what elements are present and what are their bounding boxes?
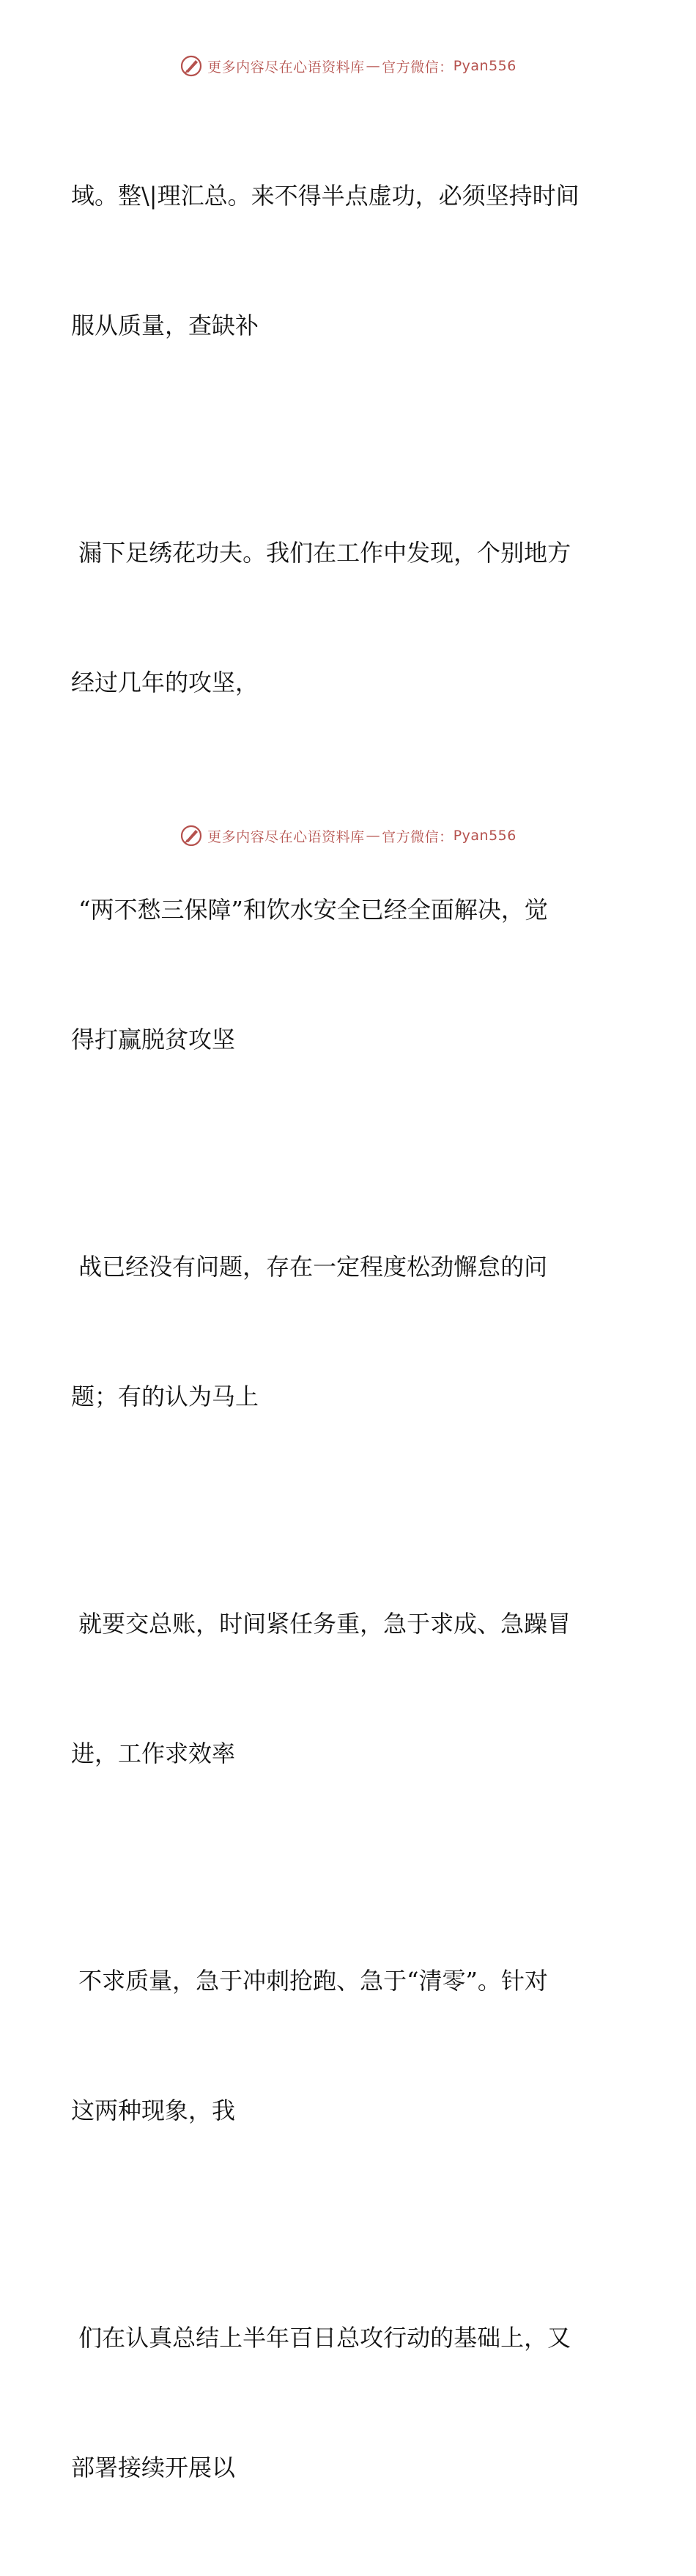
paragraph-line: 就要交总账，时间紧任务重，急于求成、急躁冒 bbox=[71, 1610, 571, 1638]
quill-pen-circle-icon bbox=[179, 54, 203, 78]
header-watermark bbox=[0, 51, 696, 81]
paragraph-line: 题；有的认为马上 bbox=[71, 1383, 259, 1410]
paragraph-line: 战已经没有问题，存在一定程度松劲懈怠的问 bbox=[71, 1253, 548, 1281]
paragraph-line: 们在认真总结上半年百日总攻行动的基础上，又 bbox=[71, 2324, 571, 2352]
paragraph-6 bbox=[71, 1873, 628, 2219]
paragraph-line: 部署接续开展以 bbox=[71, 2454, 236, 2481]
document-body bbox=[71, 88, 628, 2576]
paragraph-line: 服从质量，查缺补 bbox=[71, 312, 259, 339]
paragraph-line: 这两种现象，我 bbox=[71, 2097, 236, 2124]
paragraph-line: 漏下足绣花功夫。我们在工作中发现，个别地方 bbox=[71, 539, 571, 567]
watermark-separator: — bbox=[366, 828, 381, 844]
watermark-handle: Pyan556 bbox=[453, 58, 517, 74]
paragraph-line: “两不愁三保障”和饮水安全已经全面解决，觉 bbox=[71, 896, 548, 924]
paragraph-line: 域。整\|理汇总。来不得半点虚功，必须坚持时间 bbox=[71, 182, 580, 210]
paragraph-line: 得打赢脱贫攻坚 bbox=[71, 1026, 236, 1053]
watermark-suffix: 官方微信： bbox=[382, 828, 453, 845]
watermark-text: 更多内容尽在心语资料库 bbox=[207, 59, 365, 76]
quill-pen-circle-icon bbox=[179, 824, 203, 847]
paragraph-7 bbox=[71, 2230, 628, 2576]
paragraph-1 bbox=[71, 88, 628, 434]
paragraph-2 bbox=[71, 445, 628, 791]
watermark-text: 更多内容尽在心语资料库 bbox=[207, 828, 365, 845]
paragraph-line: 不求质量，急于冲刺抢跑、急于“清零”。针对 bbox=[71, 1967, 548, 1995]
paragraph-line: 经过几年的攻坚， bbox=[71, 669, 259, 696]
paragraph-line: 进，工作求效率 bbox=[71, 1740, 236, 1767]
watermark-handle: Pyan556 bbox=[453, 828, 517, 844]
watermark-separator: — bbox=[366, 58, 381, 74]
paragraph-3 bbox=[71, 802, 628, 1148]
footer-watermark bbox=[0, 821, 696, 850]
watermark-suffix: 官方微信： bbox=[382, 59, 453, 76]
paragraph-4 bbox=[71, 1159, 628, 1505]
paragraph-5 bbox=[71, 1516, 628, 1862]
